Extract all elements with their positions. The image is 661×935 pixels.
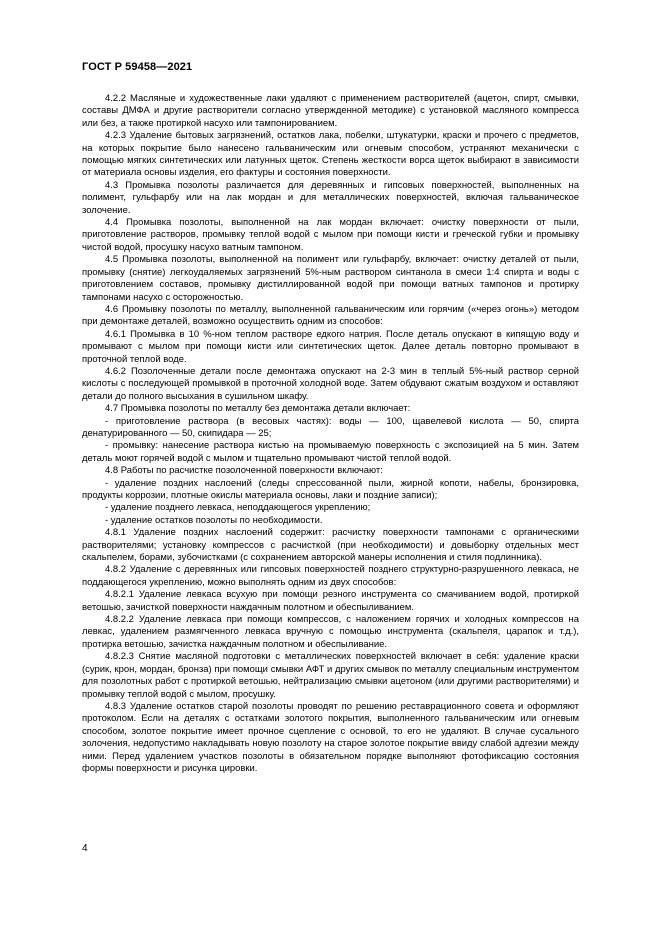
paragraph: 4.8.1 Удаление поздних наслоений содержит: расчистку поверхности тампонами с органическими растворителями; установку компрессов с расчисткой (при необходимости) и довыборку отдельных мест скальпелем, борами, зубочистками (с сохранением авторской манеры исполнения и стиля подлинника). — [82, 527, 579, 564]
paragraph: 4.2.3 Удаление бытовых загрязнений, остатков лака, побелки, штукатурки, краски и прочего с предметов, на которых покрытие было нанесено гальваническим или огневым способом, устраняют механически с помощью мягких синтетических или латунных щеток. Степень жесткости ворса щеток выбирают в зависимости от материала основы изделия, его фактуры и состояния поверхности. — [82, 130, 579, 179]
paragraph: 4.5 Промывка позолоты, выполненной на полимент или гульфарбу, включает: очистку деталей от пыли, промывку (снятие) легкоудаляемых загрязнений 5%-ным раствором синтанола в смеси 1:4 спирта и воды с приготовлением составов, промывку дистиллированной водой при помощи ватных тампонов и протирку тампонами насухо с осторожностью. — [82, 254, 579, 303]
paragraph: 4.8.2.1 Удаление левкаса всухую при помощи резного инструмента со смачиванием водой, протиркой ветошью, зачисткой поверхности наждачным полотном и обеспыливанием. — [82, 589, 579, 613]
paragraph: 4.7 Промывка позолоты по металлу без демонтажа детали включает: — [105, 403, 411, 415]
paragraph: 4.6.2 Позолоченные детали после демонтажа опускают на 2-3 мин в теплый 5%-ный раствор серной кислоты с последующей промывкой в проточной холодной воде. Затем обдувают сжатым воздухом и оставляют детали до полного высыхания в сушильном шкафу. — [82, 365, 579, 402]
paragraph: 4.4 Промывка позолоты, выполненной на лак мордан включает: очистку поверхности от пыли, приготовление растворов, промывку теплой водой с мылом при помощи кисти и греческой губки и промывку чистой водой, просушку насухо ватным тампоном. — [82, 217, 579, 253]
paragraph: 4.8 Работы по расчистке позолоченной поверхности включают: — [105, 465, 383, 477]
page-number: 4 — [82, 843, 88, 854]
list-item: - удаление позднего левкаса, неподдающегося укреплению; — [105, 502, 371, 514]
list-item: - удаление поздних наслоений (следы спрессованной пыли, жирной копоти, набелы, бронзировка, продукты коррозии, плотные окислы материала основы, лаки и поздние записи); — [82, 477, 579, 501]
paragraph: 4.2.2 Масляные и художественные лаки удаляют с применением растворителей (ацетон, спирт, смывки, составы ДМФА и другие растворители согласно утвержденной методике) с установкой масляного компресса или без, а также протиркой насухо или тампонированием. — [82, 93, 579, 129]
paragraph: 4.3 Промывка позолоты различается для деревянных и гипсовых поверхностей, выполненных на полимент, гульфарбу или на лак мордан и для металлических поверхностей, включая гальваническое золочение. — [82, 179, 579, 216]
paragraph: 4.8.3 Удаление остатков старой позолоты проводят по решению реставрационного совета и оформляют протоколом. Если на деталях с остатками золотого покрытия, выполненного гальваническим или огневым способом, золотое покрытие имеет прочное сцепление с основой, то его не удаляют. В случае сусального золочения, недопустимо накладывать новую позолоту на старое золотое покрытие ввиду слабой адгезии между ними. Перед удалением участков позолоты в обязательном порядке выполняют фотофиксацию состояния формы поверхности и рисунка цировки. — [82, 700, 579, 774]
paragraph: 4.6 Промывку позолоты по металлу, выполненной гальваническим или горячим («через огонь») методом при демонтаже деталей, возможно осуществить одним из способов: — [82, 303, 579, 328]
paragraph: 4.8.2.2 Удаление левкаса при помощи компрессов, с наложением горячих и холодных компрессов на левкас, удалением размягченного левкаса вручную с помощью инструмента (скальпеля, царапок и т.д.), протирка ветошью, зачистка наждачным полотном и обеспыливание. — [82, 614, 579, 650]
list-item: - промывку: нанесение раствора кистью на промываемую поверхность с экспозицией на 5 мин. Затем деталь моют горячей водой с мылом и тщательно промывают чистой теплой водой. — [82, 440, 579, 464]
list-item: - удаление остатков позолоты по необходимости. — [105, 514, 323, 526]
paragraph: 4.8.2.3 Снятие масляной подготовки с металлических поверхностей включает в себя: удаление краски (сурик, крон, мордан, бронза) при помощи смывки АФТ и других смывок по металлу специальным инструментом для позолотных работ с протиркой ветошью, нейтрализацию смывки ацетоном (или другими растворителями) и промывку теплой водой с мылом, просушку. — [82, 651, 579, 700]
paragraph: 4.8.2 Удаление с деревянных или гипсовых поверхностей позднего структурно-разрушенного левкаса, не поддающегося укреплению, можно выполнять одним из двух способов: — [82, 564, 579, 588]
document-header: ГОСТ Р 59458—2021 — [82, 61, 193, 73]
list-item: - приготовление раствора (в весовых частях): воды — 100, щавелевой кислота — 50, спирта денатурированного — 50, скипидара — 25; — [82, 415, 579, 439]
document-body — [82, 93, 579, 775]
paragraph: 4.6.1 Промывка в 10 %-ном теплом растворе едкого натрия. После деталь опускают в кипящую воду и промывают с мылом при помощи кисти или синтетических щеток. Далее деталь повторно промывают в проточной теплой воде. — [82, 328, 579, 365]
